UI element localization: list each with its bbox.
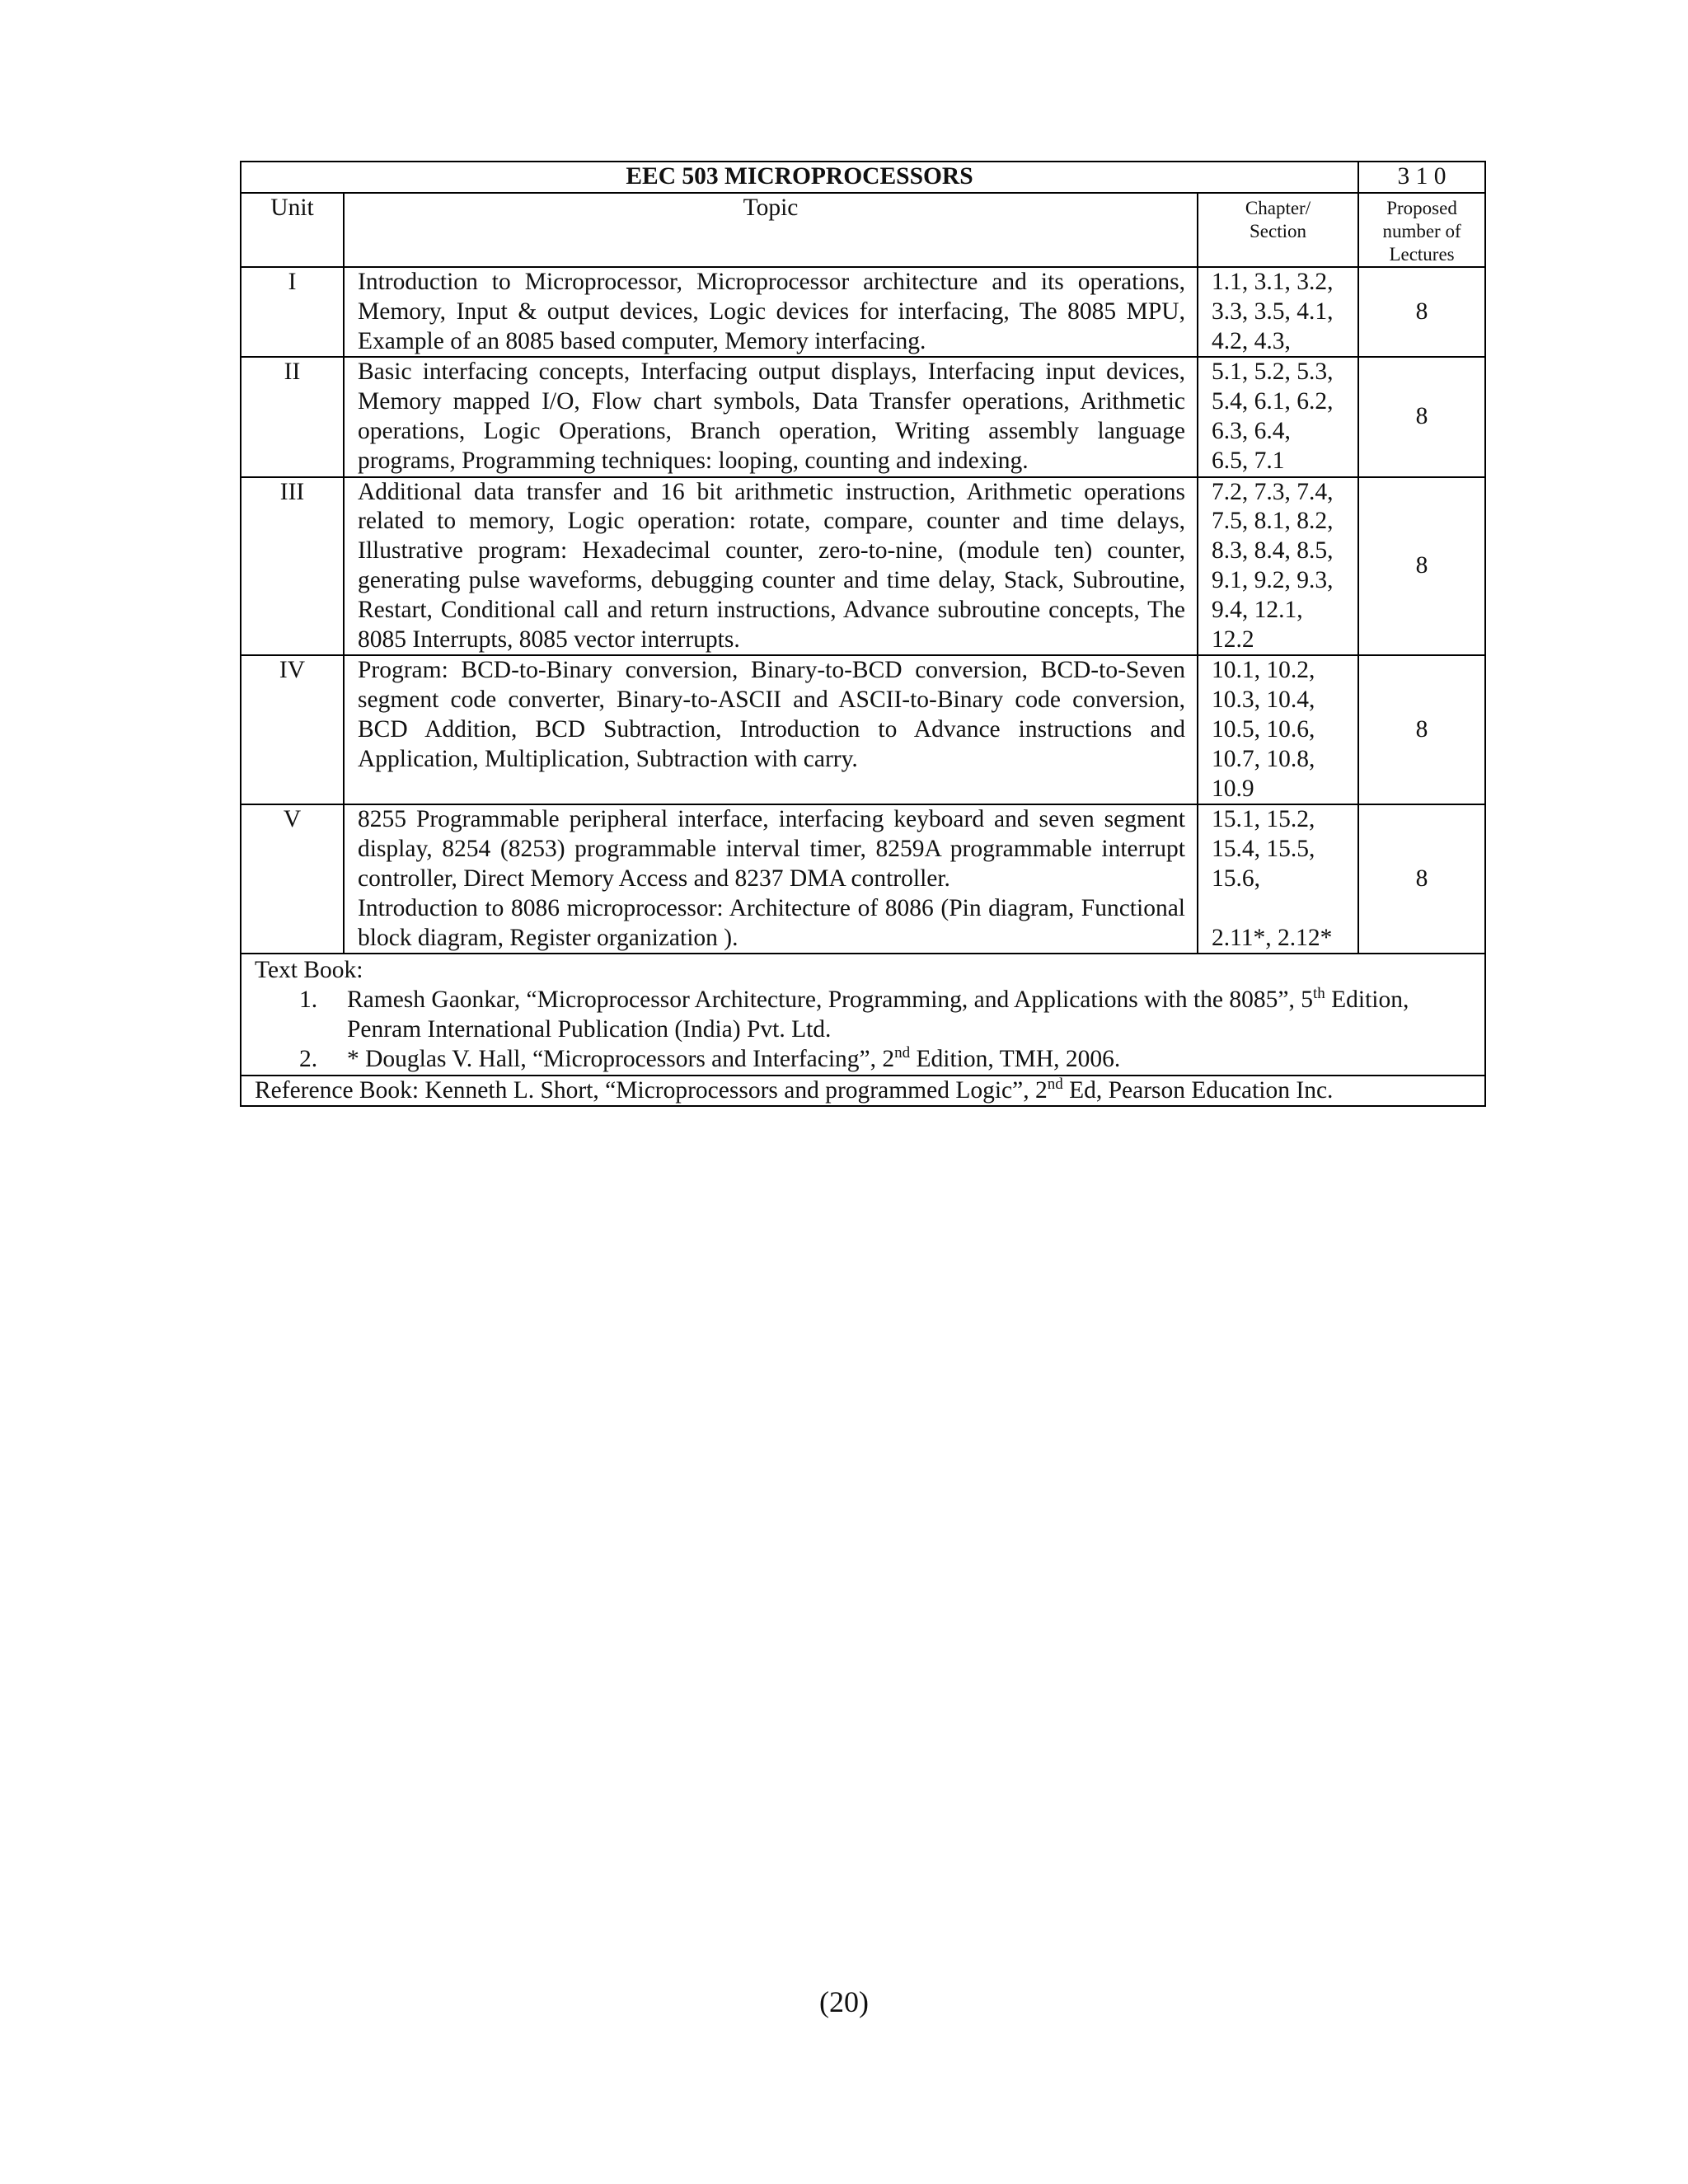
unit-topic-paragraph: Additional data transfer and 16 bit arithmetic instruction, Arithmetic operations related to memory, Logic operation: rotate, compare, counter and time delays, Illustrative program: Hexadecimal counter, zero-to-nine, (module ten) counter, generating pulse waveforms, debugging counter and time delay, Stack, Subroutine, Restart, Conditional call and return instructions, Advance subroutine concepts, The 8085 Interrupts, 8085 vector interrupts. (358, 478, 1185, 653)
unit-lectures: 8 (1358, 804, 1485, 954)
unit-row (241, 477, 1485, 656)
header-chapter-section: Chapter/ Section (1198, 193, 1358, 267)
unit-number: V (241, 804, 344, 954)
text-book-item (255, 986, 1471, 1045)
text-book-item-text-rest: Edition, TMH, 2006. (910, 1045, 1121, 1072)
unit-number: II (241, 357, 344, 476)
reference-book-text: Reference Book: Kenneth L. Short, “Microprocessors and programmed Logic”, 2 (255, 1076, 1048, 1104)
edition-superscript: nd (894, 1043, 911, 1062)
text-book-item-text: * Douglas V. Hall, “Microprocessors and Interfacing”, 2 (347, 1045, 895, 1072)
text-book-item-text: Ramesh Gaonkar, “Microprocessor Architecture, Programming, and Applications with the 8085”, 5 (347, 987, 1313, 1014)
reference-book-text-rest: Ed, Pearson Education Inc. (1062, 1076, 1334, 1104)
unit-topic-paragraph: Basic interfacing concepts, Interfacing output displays, Interfacing input devices, Memory mapped I/O, Flow chart symbols, Data Transfer operations, Arithmetic operations, Logic Operations, Branch operation, Writing assembly language programs, Programming techniques: looping, counting and indexing. (358, 359, 1185, 474)
reference-book (241, 1076, 1485, 1107)
text-book-item (255, 1045, 1471, 1075)
unit-row (241, 655, 1485, 804)
unit-chapter-sections: 10.1, 10.2, 10.3, 10.4, 10.5, 10.6, 10.7, 10.8, 10.9 (1198, 655, 1358, 804)
unit-topic (344, 804, 1198, 954)
unit-chapter-sections: 1.1, 3.1, 3.2, 3.3, 3.5, 4.1, 4.2, 4.3, (1198, 267, 1358, 357)
unit-topic (344, 267, 1198, 357)
header-topic: Topic (344, 193, 1198, 267)
reference-book-row (241, 1076, 1485, 1107)
unit-lectures: 8 (1358, 477, 1485, 656)
text-book-item-number: 1. (299, 987, 318, 1014)
text-book-list (255, 986, 1471, 1074)
header-proposed-lectures: Proposed number of Lectures (1358, 193, 1485, 267)
text-book-item-text-rest: Edition, Penram International Publication (India) Pvt. Ltd. (347, 987, 1409, 1043)
unit-topic-paragraph: Introduction to 8086 microprocessor: Architecture of 8086 (Pin diagram, Functional block diagram, Register organization ). (358, 894, 1185, 951)
course-title: EEC 503 MICROPROCESSORS (241, 162, 1358, 193)
unit-lectures: 8 (1358, 267, 1485, 357)
unit-topic-paragraph: Introduction to Microprocessor, Microprocessor architecture and its operations, Memory, Input & output devices, Logic devices for interfacing, The 8085 MPU, Example of an 8085 based computer, Memory interfacing. (358, 269, 1185, 354)
syllabus-table (240, 161, 1486, 1107)
text-book-row (241, 954, 1485, 1075)
text-book-heading: Text Book: (255, 957, 363, 984)
unit-number: I (241, 267, 344, 357)
course-credits: 3 1 0 (1358, 162, 1485, 193)
page-number: (20) (819, 1985, 869, 2018)
unit-topic (344, 477, 1198, 656)
unit-lectures: 8 (1358, 357, 1485, 476)
unit-row (241, 267, 1485, 357)
title-row (241, 162, 1485, 193)
header-row (241, 193, 1485, 267)
unit-chapter-sections: 7.2, 7.3, 7.4, 7.5, 8.1, 8.2, 8.3, 8.4, 8.5, 9.1, 9.2, 9.3, 9.4, 12.1, 12.2 (1198, 477, 1358, 656)
text-book-item-number: 2. (299, 1045, 318, 1072)
unit-number: III (241, 477, 344, 656)
unit-chapter-sections: 5.1, 5.2, 5.3, 5.4, 6.1, 6.2, 6.3, 6.4, 6.5, 7.1 (1198, 357, 1358, 476)
unit-chapter-sections: 15.1, 15.2, 15.4, 15.5, 15.6, 2.11*, 2.12* (1198, 804, 1358, 954)
unit-topic (344, 655, 1198, 804)
unit-row (241, 357, 1485, 476)
text-book-section (241, 954, 1485, 1075)
unit-lectures: 8 (1358, 655, 1485, 804)
unit-topic-paragraph: 8255 Programmable peripheral interface, interfacing keyboard and seven segment display, 8254 (8253) programmable interval timer, 8259A programmable interrupt controller, Direct Memory Access and 8237 DMA controller. (358, 806, 1185, 892)
edition-superscript: nd (1047, 1075, 1063, 1093)
unit-number: IV (241, 655, 344, 804)
unit-topic (344, 357, 1198, 476)
unit-row (241, 804, 1485, 954)
header-unit: Unit (241, 193, 344, 267)
unit-topic-paragraph: Program: BCD-to-Binary conversion, Binary-to-BCD conversion, BCD-to-Seven segment code converter, Binary-to-ASCII and ASCII-to-Binary code conversion, BCD Addition, BCD Subtraction, Introduction to Advance instructions and Application, Multiplication, Subtraction with carry. (358, 657, 1185, 772)
edition-superscript: th (1312, 985, 1325, 1003)
